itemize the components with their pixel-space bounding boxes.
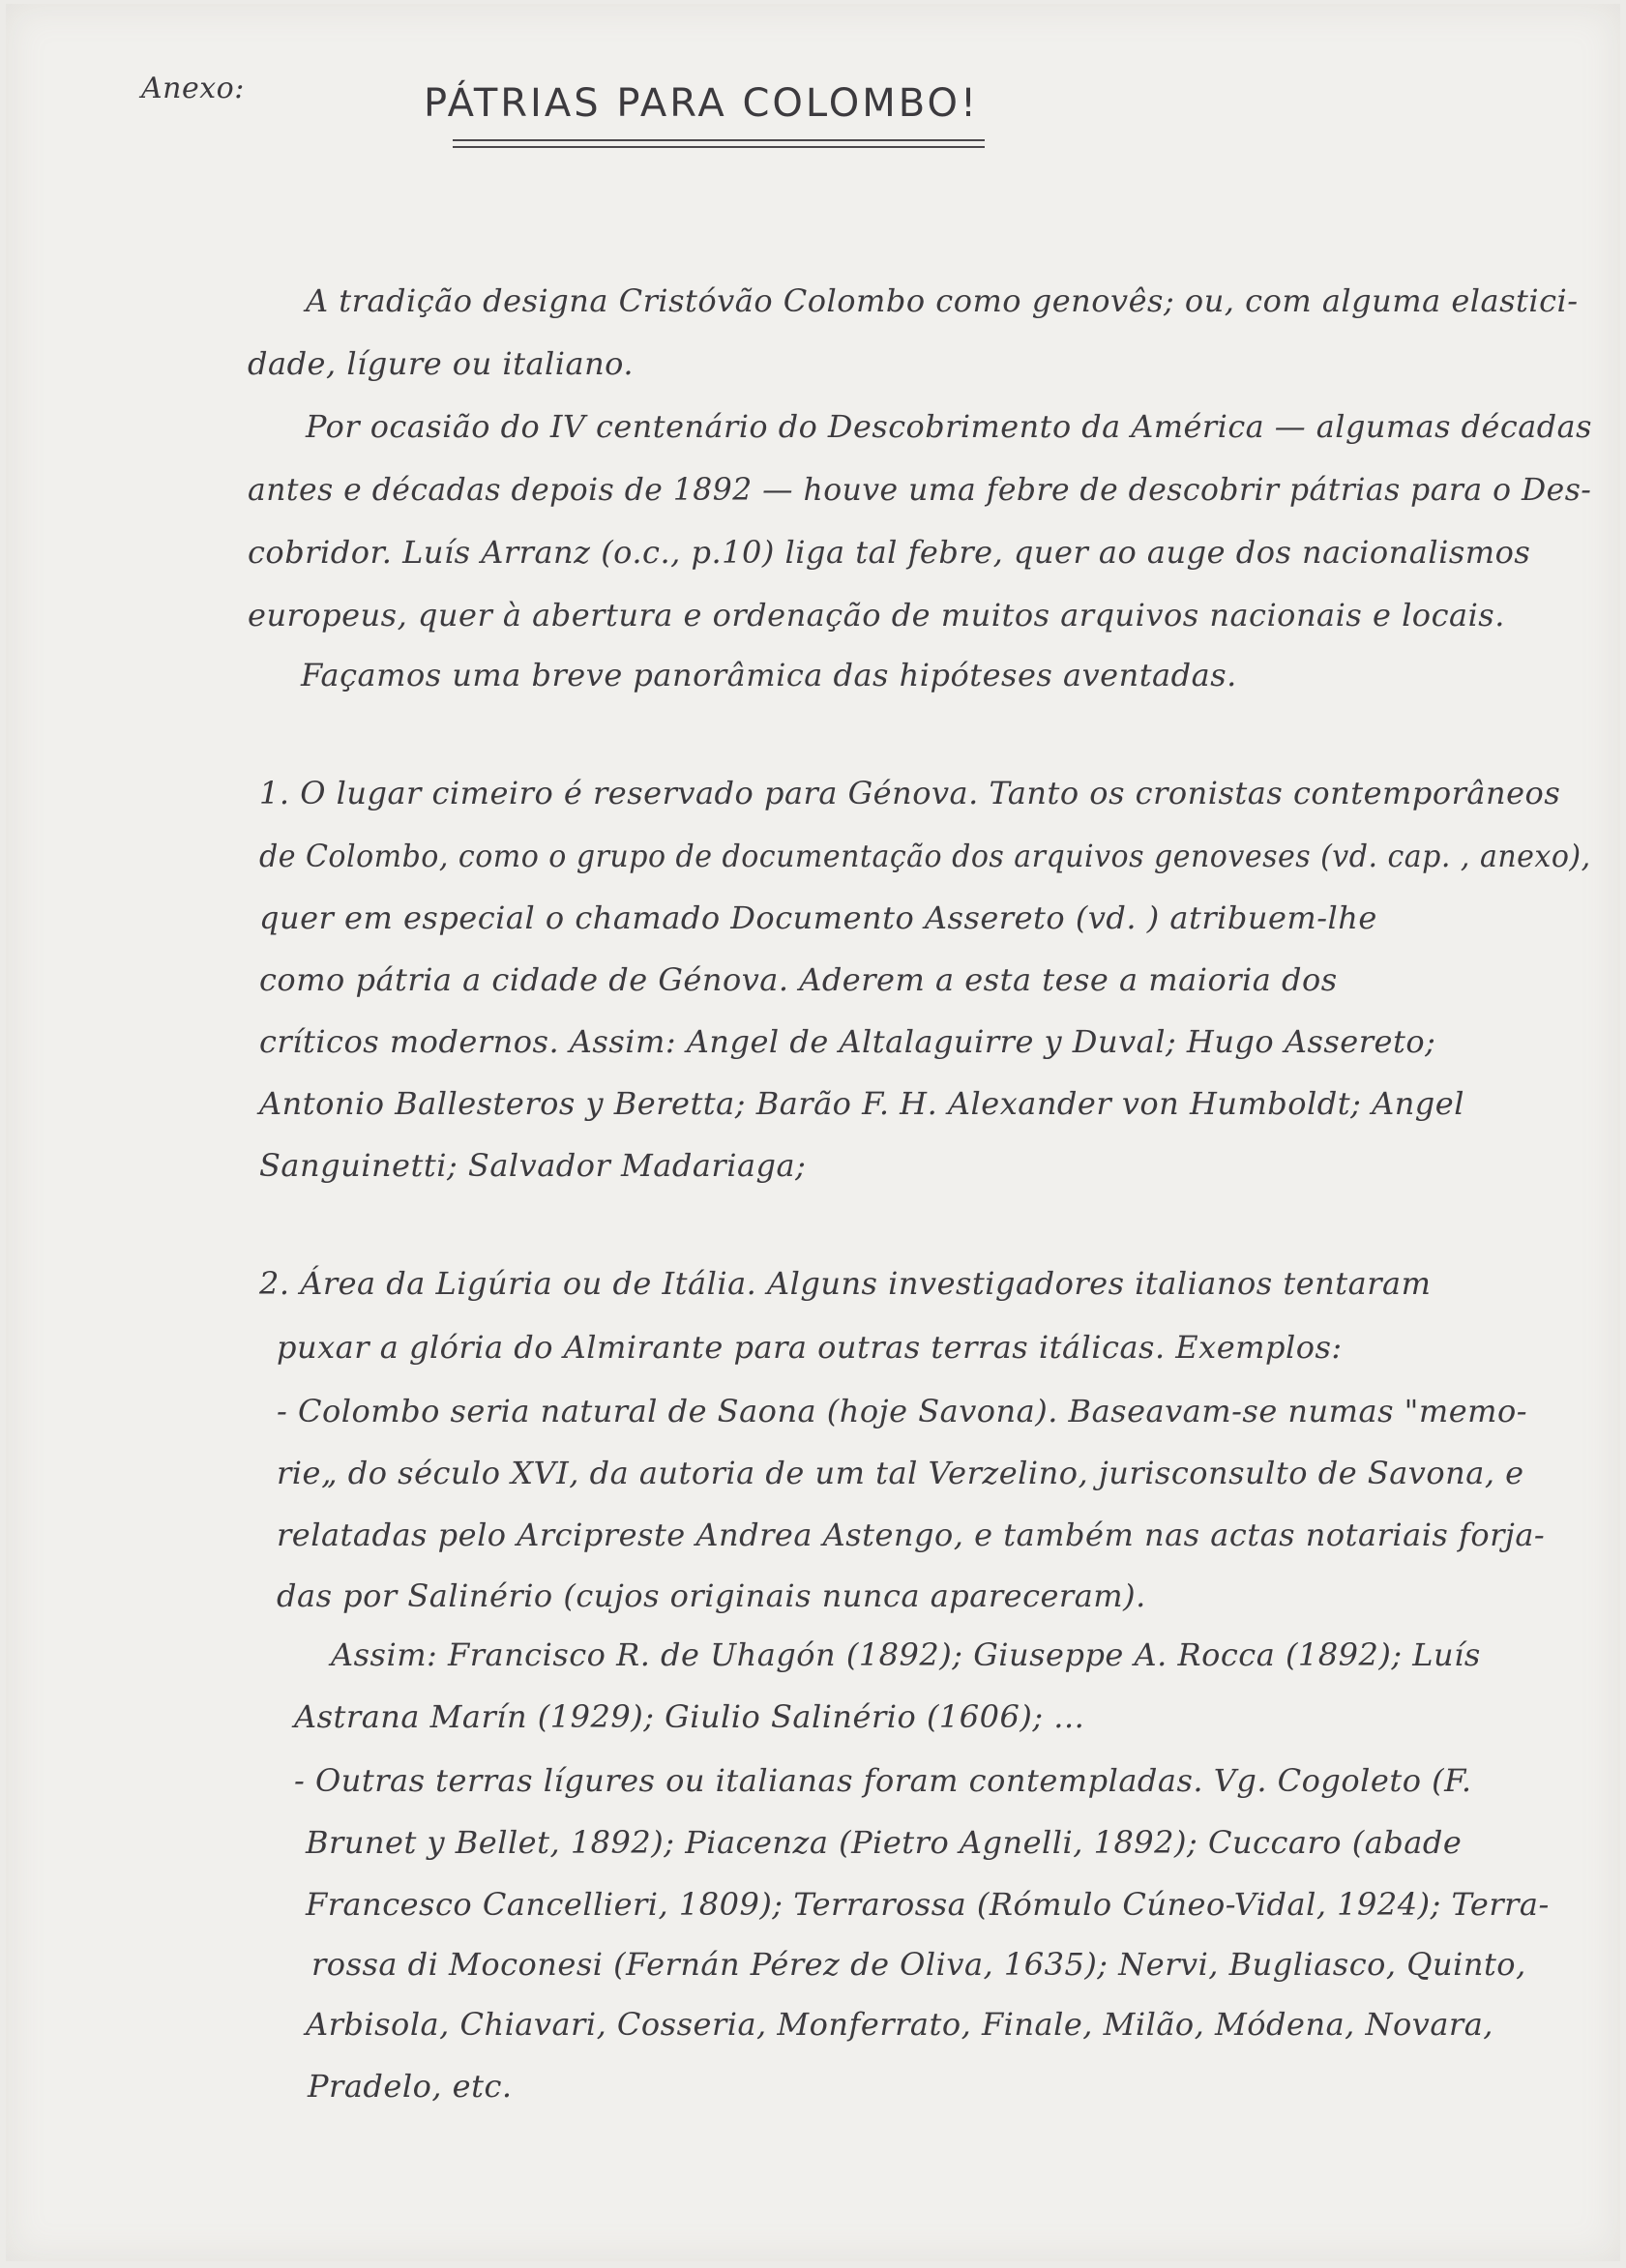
intro-line: europeus, quer à abertura e ordenação de muitos arquivos nacionais e locais.: [248, 597, 1505, 633]
intro-line: cobridor. Luís Arranz (o.c., p.10) liga tal febre, quer ao auge dos nacionalismos: [248, 534, 1531, 571]
section1-line: de Colombo, como o grupo de documentação dos arquivos genoveses (vd. cap. , anexo),: [259, 838, 1591, 874]
intro-line: A tradição designa Cristóvão Colombo como genovês; ou, com alguma elastici-: [306, 282, 1579, 319]
section2-line: Francesco Cancellieri, 1809); Terrarossa (Rómulo Cúneo-Vidal, 1924); Terra-: [306, 1886, 1550, 1923]
section2-line: puxar a glória do Almirante para outras terras itálicas. Exemplos:: [277, 1329, 1343, 1366]
section1-line: Sanguinetti; Salvador Madariaga;: [259, 1147, 807, 1184]
section2-line: rossa di Moconesi (Fernán Pérez de Oliva, 1635); Nervi, Bugliasco, Quinto,: [311, 1946, 1526, 1983]
section2-line: Pradelo, etc.: [308, 2068, 513, 2105]
intro-line: Façamos uma breve panorâmica das hipóteses aventadas.: [301, 657, 1237, 693]
section2-line: - Colombo seria natural de Saona (hoje Savona). Baseavam-se numas "memo-: [277, 1393, 1528, 1429]
intro-line: Por ocasião do IV centenário do Descobrimento da América — algumas décadas: [306, 408, 1592, 445]
handwritten-page: [6, 4, 1620, 2261]
section1-line: Antonio Ballesteros y Beretta; Barão F. H. Alexander von Humboldt; Angel: [259, 1085, 1464, 1122]
section2-line: relatadas pelo Arcipreste Andrea Astengo, e também nas actas notariais forja-: [277, 1517, 1546, 1553]
section2-line: Arbisola, Chiavari, Cosseria, Monferrato, Finale, Milão, Módena, Novara,: [306, 2006, 1493, 2043]
intro-line: dade, lígure ou italiano.: [248, 345, 635, 382]
annex-label: Anexo:: [141, 72, 245, 105]
section2-line: das por Salinério (cujos originais nunca apareceram).: [277, 1577, 1146, 1614]
title-underline: [453, 139, 985, 141]
title-underline-2: [453, 146, 985, 148]
section2-line: Brunet y Bellet, 1892); Piacenza (Pietro Agnelli, 1892); Cuccaro (abade: [306, 1824, 1463, 1861]
section1-line: quer em especial o chamado Documento Assereto (vd. ) atribuem-lhe: [259, 899, 1377, 936]
page-title: PÁTRIAS PARA COLOMBO!: [424, 81, 980, 126]
section2-line: 2. Área da Ligúria ou de Itália. Alguns investigadores italianos tentaram: [259, 1265, 1432, 1302]
section1-line: críticos modernos. Assim: Angel de Altalaguirre y Duval; Hugo Assereto;: [259, 1023, 1436, 1060]
section1-line: como pátria a cidade de Génova. Aderem a esta tese a maioria dos: [259, 961, 1338, 998]
intro-line: antes e décadas depois de 1892 — houve uma febre de descobrir pátrias para o Des-: [248, 471, 1592, 508]
section2-line: Assim: Francisco R. de Uhagón (1892); Giuseppe A. Rocca (1892); Luís: [331, 1636, 1481, 1673]
section2-line: rie„ do século XVI, da autoria de um tal Verzelino, jurisconsulto de Savona, e: [277, 1455, 1524, 1491]
section2-line: - Outras terras lígures ou italianas foram contempladas. Vg. Cogoleto (F.: [294, 1762, 1472, 1799]
section1-line: 1. O lugar cimeiro é reservado para Génova. Tanto os cronistas contemporâneos: [259, 775, 1561, 811]
section2-line: Astrana Marín (1929); Giulio Salinério (1606); ...: [294, 1698, 1085, 1735]
